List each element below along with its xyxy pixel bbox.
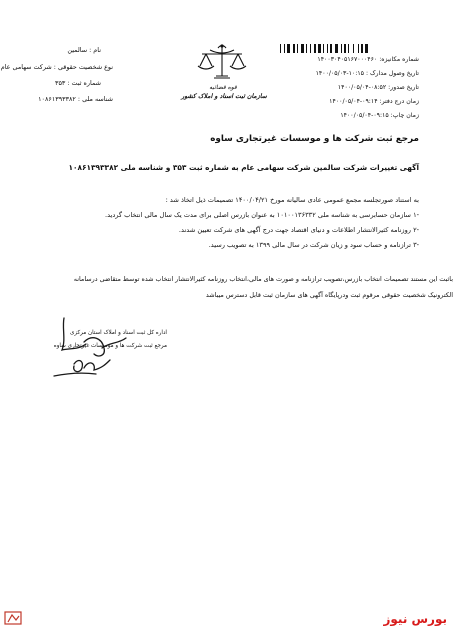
barcode-bar (280, 44, 281, 53)
signature-line-2: مرجع ثبت شرکت ها و موسسات غیرتجاری ساوه (53, 343, 167, 349)
barcode-bar (335, 44, 338, 53)
barcode-bar (327, 44, 328, 53)
barcode-bar (318, 44, 321, 53)
body-item-3: -۳ ترازنامه و حساب سود و زیان شرکت در سال مالی ۱۳۹۹ به تصویب رسید. (208, 241, 419, 249)
barcode-bar (297, 44, 298, 53)
signature-mark (44, 314, 134, 392)
barcode-bar (361, 44, 363, 53)
barcode-bar (284, 44, 285, 53)
barcode-bar (306, 44, 307, 53)
barcode-bar (358, 44, 359, 53)
barcode-bar (344, 44, 346, 53)
footer-brand: بورس نیوز (383, 612, 447, 626)
barcode-bar (330, 44, 332, 53)
body-item-2: -۲ روزنامه کثیرالانتشار اطلاعات و دنیای اقتصاد جهت درج آگهی های شرکت تعیین شدند. (178, 226, 419, 234)
stamp-logo (4, 610, 24, 626)
emblem-line-2: سازمان ثبت اسناد و املاک کشور (181, 93, 267, 100)
registration-authority: مرجع ثبت شرکت ها و موسسات غیرتجاری ساوه (210, 134, 419, 144)
office-entry-time: زمان درج دفتر: ۰۹:۱۴-۱۴۰۰/۰۵/۰۴ (329, 98, 419, 105)
closing-line-1: باثبت این مستند تصمیمات انتخاب بازرس،تصویب ترازنامه و صورت های مالی،انتخاب روزنامه کثیرالانتشار انتخاب شده توسط متقاضی درسامانه (73, 275, 453, 283)
announcement-title: آگهی تغییرات شرکت سالمین شرکت سهامی عام به شماره ثبت ۳۵۳ و شناسه ملی ۱۰۸۶۱۳۹۳۳۸۲ (68, 163, 419, 172)
barcode-bar (314, 44, 316, 53)
signature-line-1: اداره کل ثبت اسناد و املاک استان مرکزی (70, 330, 167, 336)
stamp-logo-icon (4, 610, 24, 626)
national-id: شناسه ملی : ۱۰۸۶۱۳۹۳۳۸۲ (38, 95, 113, 103)
barcode-bar (341, 44, 342, 53)
company-name: نام : سالمین (67, 46, 101, 54)
emblem-line-1: قوه قضائیه (209, 84, 237, 91)
closing-line-2: الکترونیک شخصیت حقوقی مرقوم ثبت ودرپایگاه آگهی های سازمان ثبت قابل دسترس میباشد (205, 291, 453, 299)
barcode-bar (310, 44, 311, 53)
issue-date: تاریخ صدور: ۰۸:۵۲-۱۴۰۰/۰۵/۰۴ (337, 84, 419, 91)
letter-number: شماره مکانیزه: ۱۴۰۰۳۰۴۰۵۱۶۷۰۰۰۴۶۰ (317, 56, 419, 63)
barcode-bar (301, 44, 304, 53)
barcode-bar (353, 44, 354, 53)
handwritten-signature-icon (44, 314, 134, 392)
barcode (280, 44, 420, 53)
entity-type: نوع شخصیت حقوقی : شرکت سهامی عام (0, 63, 113, 71)
barcode-bar (348, 44, 349, 53)
scales-of-justice-icon (192, 42, 252, 86)
print-time: زمان چاپ: ۰۹:۱۵-۱۴۰۰/۰۵/۰۴ (340, 112, 419, 119)
barcode-bar (293, 44, 295, 53)
judiciary-emblem (192, 42, 252, 86)
received-date: تاریخ وصول مدارک : ۱۰:۱۵-۱۴۰۰/۰۵/۰۳ (315, 70, 419, 77)
barcode-bar (365, 44, 368, 53)
registration-number: شماره ثبت : ۳۵۳ (55, 79, 101, 87)
body-item-1: -۱ سازمان حسابرسی به شناسه ملی ۱۰۱۰۰۱۳۶۳۳۲ به عنوان بازرس اصلی برای مدت یک سال مالی انتخاب گردید. (104, 211, 419, 219)
barcode-bar (287, 44, 290, 53)
body-intro: به استناد صورتجلسه مجمع عمومی عادی سالیانه مورخ ۱۴۰۰/۰۴/۲۱ تصمیمات ذیل اتخاذ شد : (165, 196, 419, 204)
barcode-bar (323, 44, 324, 53)
